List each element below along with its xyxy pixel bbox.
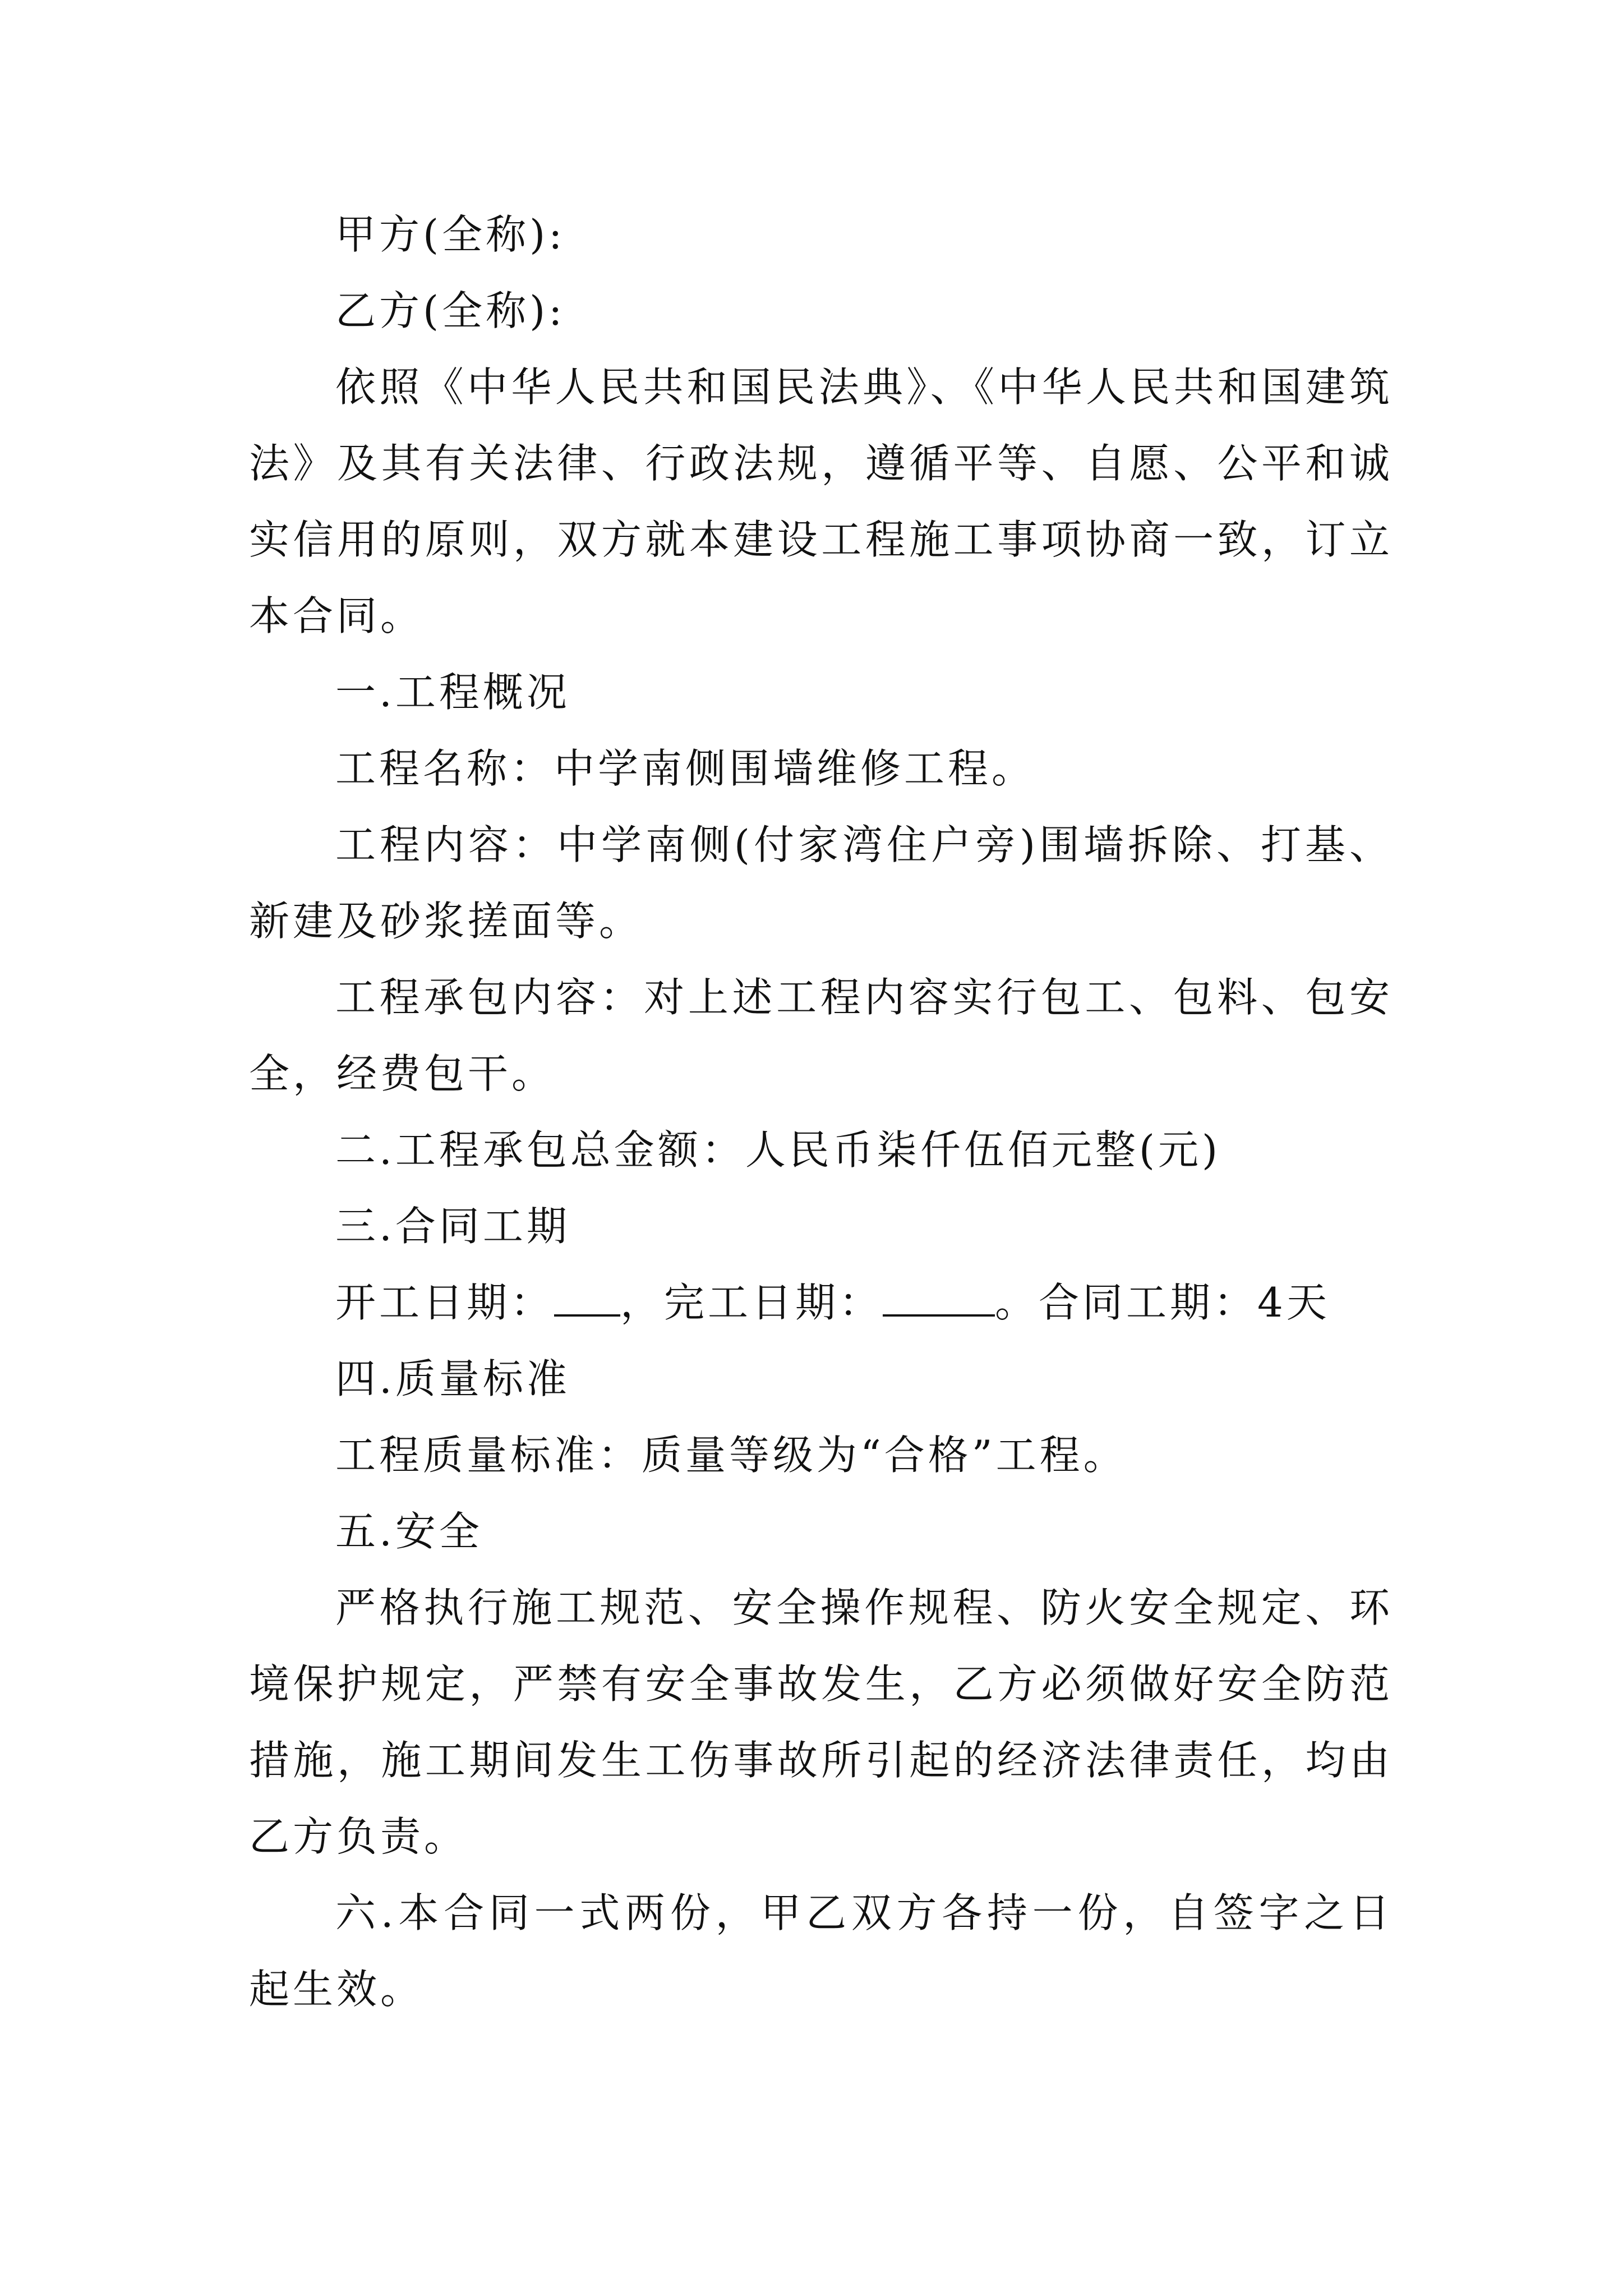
end-date-label: ，完工日期： [620,1279,883,1326]
contract-scope-paragraph: 工程承包内容：对上述工程内容实行包工、包料、包安全，经费包干。 [249,974,1393,1097]
section-1-heading: 一.工程概况 [335,669,570,716]
contract-body [249,196,1393,2027]
quality-standard-line: 工程质量标准：质量等级为“合格”工程。 [335,1432,1127,1479]
start-date-blank [554,1281,620,1317]
schedule-line [249,1264,1393,1341]
project-name-line: 工程名称：中学南侧围墙维修工程。 [335,745,1036,792]
safety-paragraph: 严格执行施工规范、安全操作规程、防火安全规定、环境保护规定，严禁有安全事故发生，乙方必须做好安全防范措施，施工期间发生工伤事故所引起的经济法律责任，均由乙方负责。 [249,1584,1393,1860]
section-2-total-amount: 二.工程承包总金额：人民币柒仟伍佰元整(元) [335,1126,1221,1174]
section-3-heading: 三.合同工期 [335,1203,570,1250]
project-content-paragraph: 工程内容：中学南侧(付家湾住户旁)围墙拆除、打基、新建及砂浆搓面等。 [249,821,1393,945]
section-6-paragraph: 六.本合同一式两份，甲乙双方各持一份，自签字之日起生效。 [249,1889,1393,2013]
section-4-heading: 四.质量标准 [335,1355,570,1402]
end-date-blank [883,1281,995,1317]
party-b-line: 乙方(全称): [335,287,566,334]
section-5-heading: 五.安全 [335,1508,483,1555]
duration-text: 。合同工期：4天 [995,1279,1330,1326]
start-date-label: 开工日期： [335,1279,555,1326]
party-a-line: 甲方(全称): [335,211,566,258]
preamble-paragraph: 依照《中华人民共和国民法典》、《中华人民共和国建筑法》及其有关法律、行政法规，遵循平等、自愿、公平和诚实信用的原则，双方就本建设工程施工事项协商一致，订立本合同。 [249,364,1393,639]
